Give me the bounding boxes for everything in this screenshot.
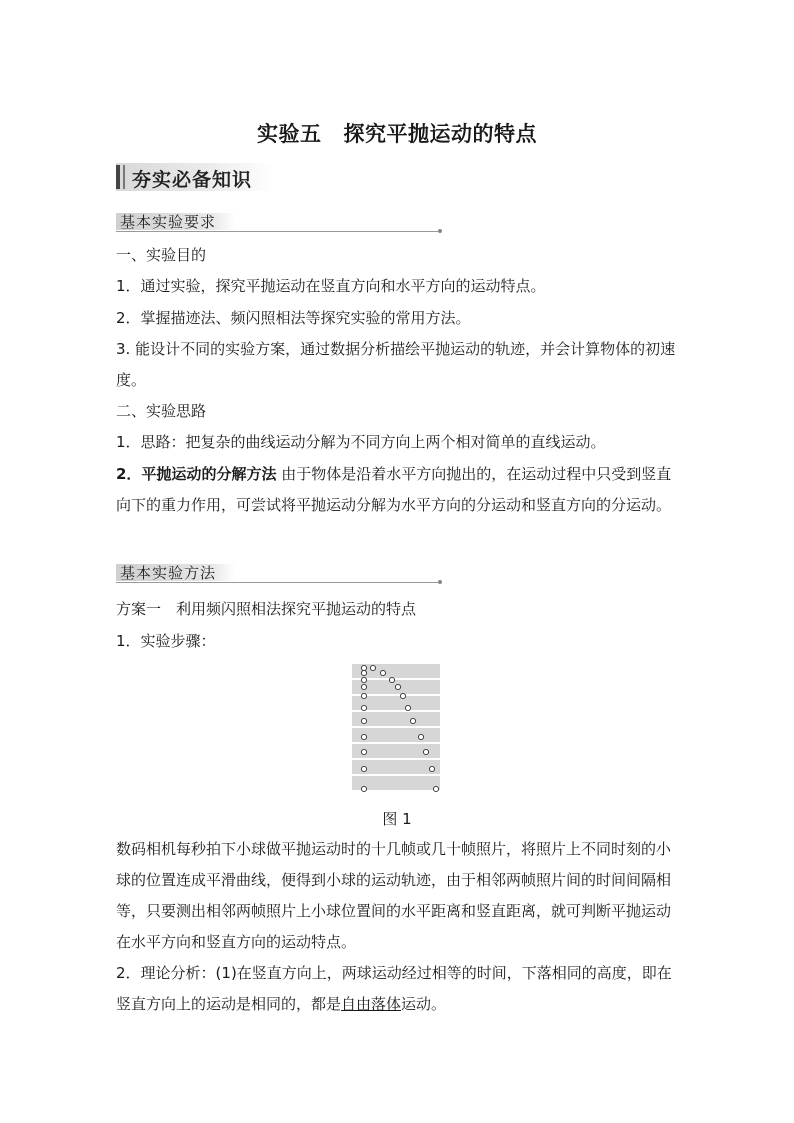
title-part2: 探究平抛运动的特点 <box>343 122 537 146</box>
strobe-description: 数码相机每秒拍下小球做平抛运动时的十几帧或几十帧照片，将照片上不同时刻的小球的位置连成平滑曲线，便得到小球的运动轨迹，由于相邻两帧照片间的时间间隔相等，只要测出相邻两帧照片上小球位置间的水平距离和竖直距离，就可判断平抛运动在水平方向和竖直方向的运动特点。 <box>116 840 672 951</box>
idea-heading: 二、实验思路 <box>116 402 207 420</box>
steps-heading: 1．实验步骤： <box>116 632 216 650</box>
idea-item-2-rest: 由于物体是沿着水平方向抛出的，在运动过程中只受到竖直向下的重力作用，可尝试将平抛运动分解为水平方向的分运动和竖直方向的分运动。 <box>116 465 672 514</box>
subheading-requirements-text: 基本实验要求 <box>120 213 217 231</box>
strobe-photo-figure <box>352 662 442 796</box>
subheading-methods <box>116 564 446 586</box>
title-part1: 实验五 <box>257 122 322 146</box>
purpose-item-1: 1．通过实验，探究平抛运动在竖直方向和水平方向的运动特点。 <box>116 277 546 295</box>
subheading-methods-text: 基本实验方法 <box>120 564 217 582</box>
plan-one-heading: 方案一 利用频闪照相法探究平抛运动的特点 <box>116 600 417 618</box>
idea-item-2-bold: 2．平抛运动的分解方法 <box>116 465 277 483</box>
subheading-requirements <box>116 213 446 235</box>
figure-caption: 图 1 <box>382 810 412 828</box>
section-heading <box>116 163 274 191</box>
idea-item-1: 1．思路：把复杂的曲线运动分解为不同方向上两个相对简单的直线运动。 <box>116 433 606 451</box>
purpose-item-3: 3. 能设计不同的实验方案，通过数据分析描绘平抛运动的轨迹，并会计算物体的初速度。 <box>116 340 676 389</box>
purpose-heading: 一、实验目的 <box>116 246 207 264</box>
theory-analysis <box>116 958 682 1020</box>
section-heading-text: 夯实必备知识 <box>132 169 253 191</box>
idea-item-2 <box>116 459 682 521</box>
theory-underlined-term: 自由落体 <box>341 995 402 1013</box>
purpose-item-2: 2．掌握描迹法、频闪照相法等探究实验的常用方法。 <box>116 309 471 327</box>
page-title <box>0 118 794 148</box>
theory-text-a: 2．理论分析：(1)在竖直方向上，两球运动经过相等的时间，下落相同的高度，即在竖直方向上的运动是相同的，都是 <box>116 964 672 1013</box>
theory-text-b: 运动。 <box>401 995 447 1013</box>
